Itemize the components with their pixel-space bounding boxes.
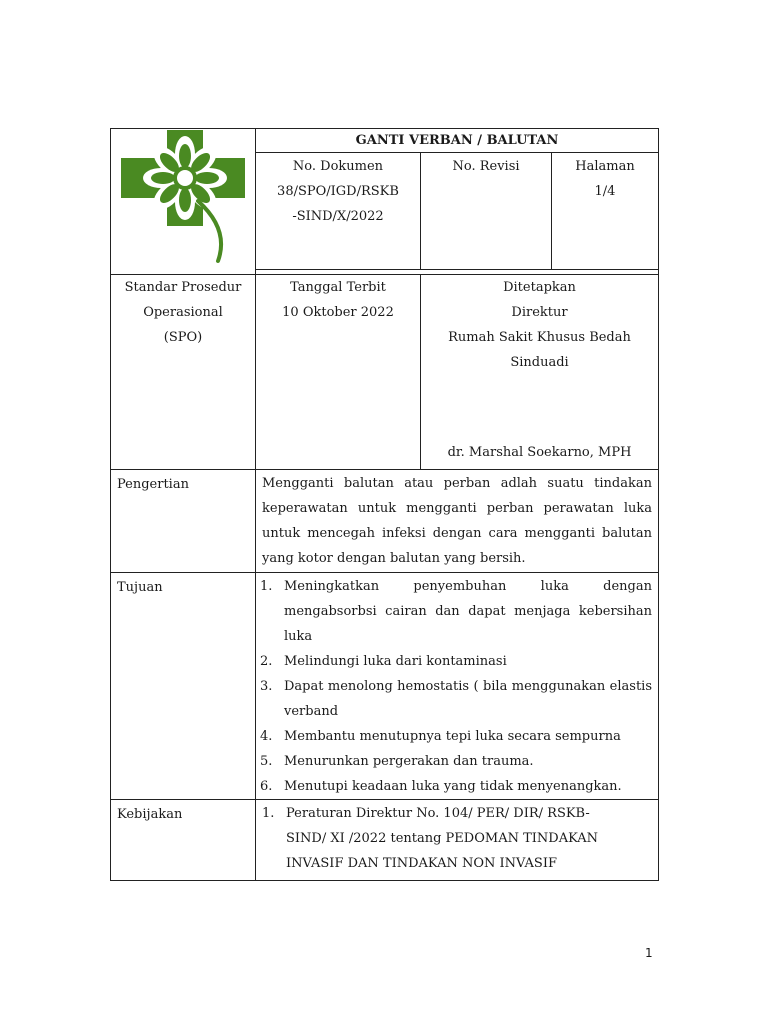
ditetapkan-label: Ditetapkan [503,280,576,295]
spo-line-2: Operasional [143,305,223,320]
halaman-cell [552,153,659,270]
no-dokumen-value: 38/SPO/IGD/RSKB-SIND/X/2022 [277,184,399,224]
spo-label-cell [111,275,256,470]
tujuan-label: Tujuan [111,573,256,800]
penandatangan: dr. Marshal Soekarno, MPH [447,445,632,460]
document-title: GANTI VERBAN / BALUTAN [355,133,559,148]
no-dokumen-cell [256,153,421,270]
halaman-label: Halaman [575,159,635,174]
tanggal-terbit-label: Tanggal Terbit [290,280,386,295]
jabatan: Direktur [511,305,568,320]
document-meta-table [255,152,659,270]
spo-row [111,275,659,470]
list-item: 2. Melindungi luka dari kontaminasi [260,654,507,669]
no-revisi-cell [421,153,552,270]
header-row [111,129,659,275]
pengertian-row [111,470,659,573]
spo-line-3: (SPO) [163,330,203,345]
tujuan-row [111,573,659,800]
list-item: 5. Menurunkan pergerakan dan trauma. [260,754,534,769]
list-item: 1. Meningkatkan penyembuhan luka dengan mengabsorbsi cairan dan dapat menjaga kebersihan luka [260,579,652,644]
page-number: 1 [645,946,653,960]
list-item: 4. Membantu menutupnya tepi luka secara sempurna [260,729,621,744]
ditetapkan-cell [421,275,659,470]
hospital-logo-icon [118,129,248,265]
pengertian-label: Pengertian [111,470,256,573]
logo-cell [111,129,256,275]
pengertian-text: Mengganti balutan atau perban adlah suatu tindakan keperawatan untuk mengganti perban perawatan luka untuk mencegah infeksi dengan cara mengganti balutan yang kotor dengan balutan yang bersih. [256,470,659,573]
no-revisi-label: No. Revisi [452,159,520,174]
list-item: 6. Menutupi keadaan luka yang tidak menyenangkan. [260,779,622,794]
list-item: 3. Dapat menolong hemostatis ( bila menggunakan elastis verband [260,679,652,719]
header-info-cell [256,129,659,275]
kebijakan-list [256,801,658,876]
instansi-line-1: Rumah Sakit Khusus Bedah [448,330,631,345]
spo-info-cell [256,275,659,470]
tujuan-list-cell [256,573,659,800]
kebijakan-label: Kebijakan [111,800,256,881]
kebijakan-row [111,800,659,881]
spo-document-table [110,128,659,881]
tanggal-terbit-cell [256,275,421,470]
tujuan-list [256,574,658,799]
tanggal-terbit-value: 10 Oktober 2022 [282,305,394,320]
no-dokumen-label: No. Dokumen [292,159,384,174]
halaman-value: 1/4 [594,184,616,199]
kebijakan-list-cell [256,800,659,881]
list-item: 1. Peraturan Direktur No. 104/ PER/ DIR/ RSKB-SIND/ XI /2022 tentang PEDOMAN TINDAKAN INVASIF DAN TINDAKAN NON INVASIF [262,806,599,871]
instansi-line-2: Sinduadi [510,355,569,370]
spo-line-1: Standar Prosedur [124,280,242,295]
